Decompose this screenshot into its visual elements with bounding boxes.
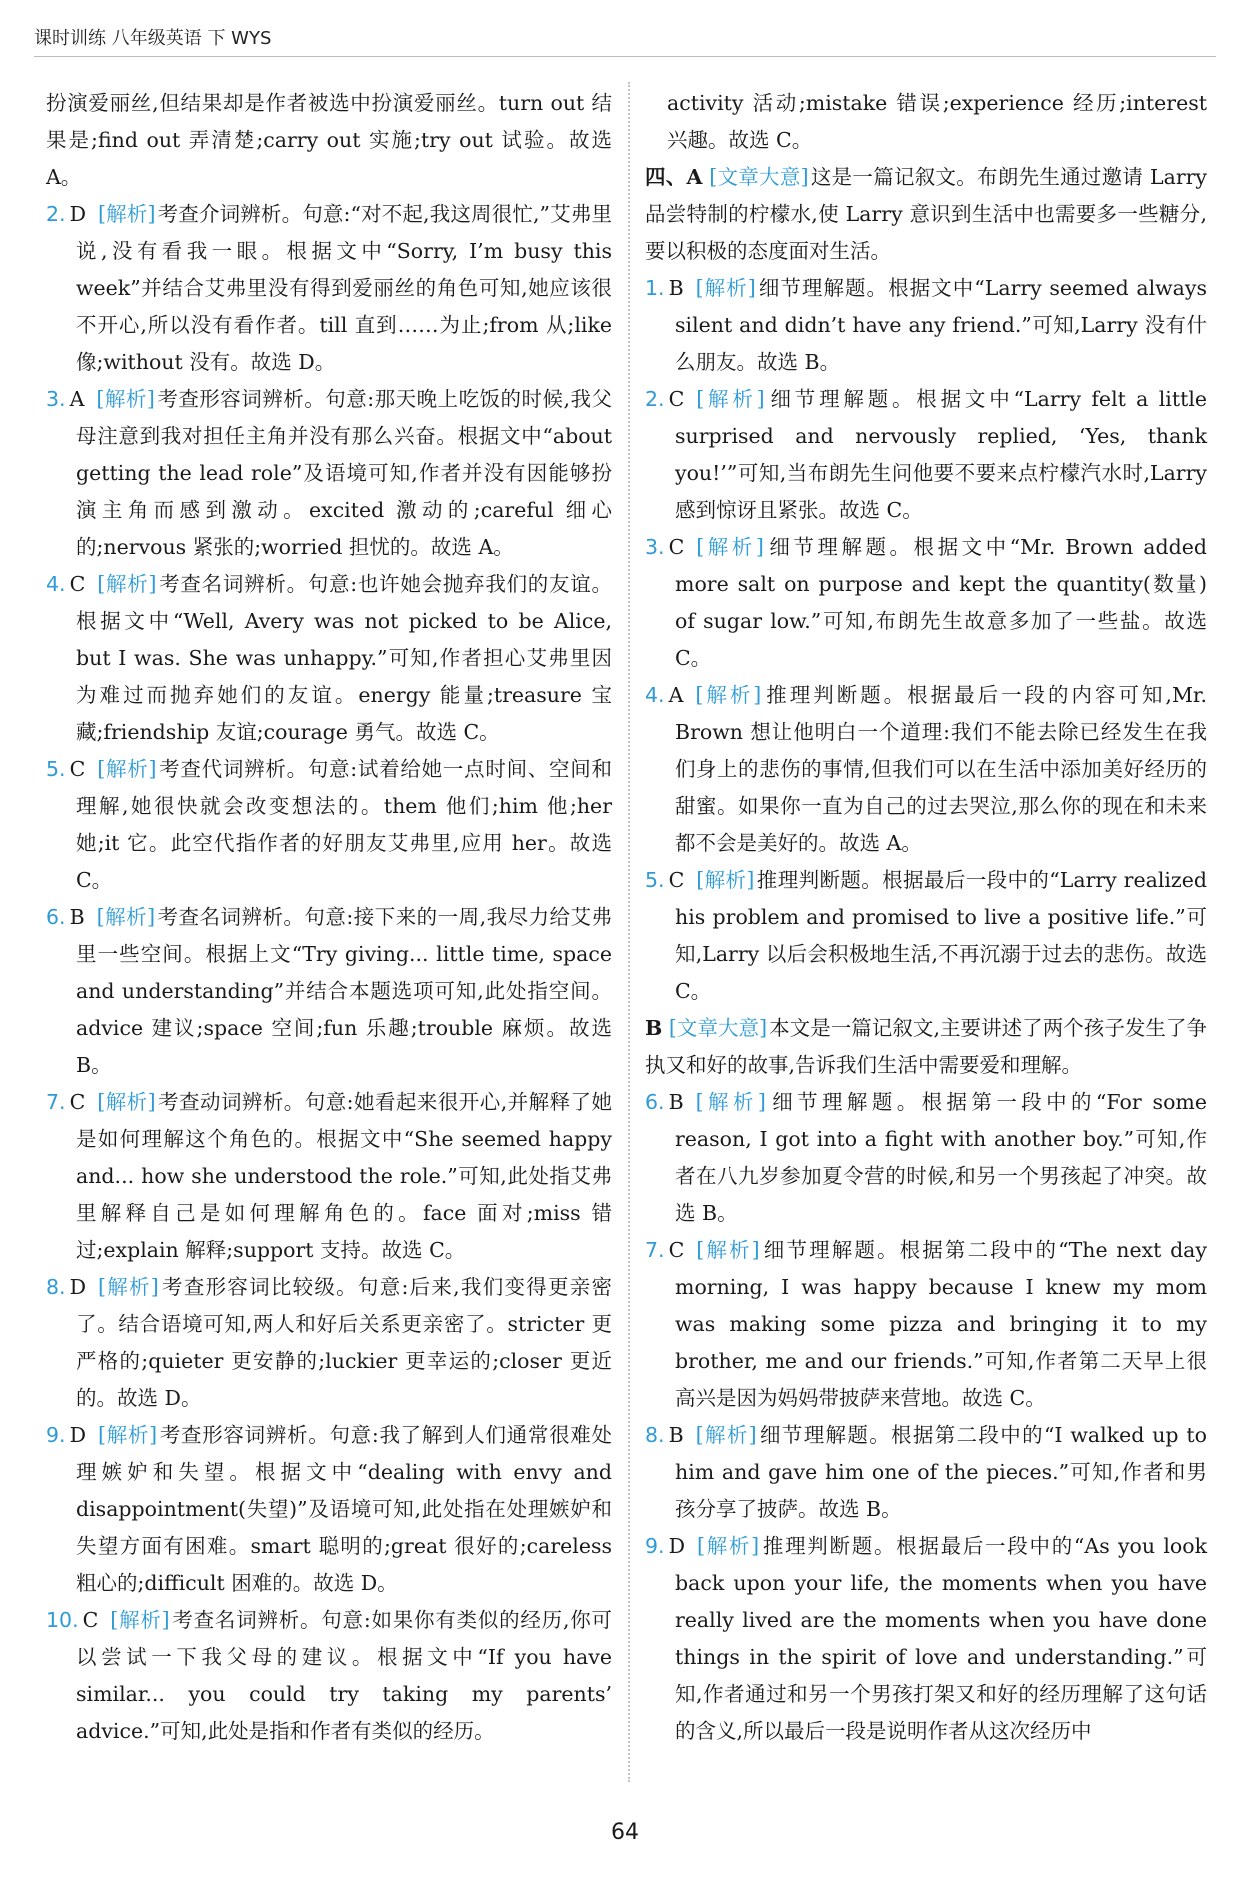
- answer-letter: B: [668, 276, 684, 300]
- analysis-text: 细节理解题。根据文中“Larry felt a little surprised and nervously replied, ‘Yes, thank you!’”可知,当布朗先生问他要不要来点柠檬汽水时,Larry 感到惊讶且紧张。故选 C。: [675, 387, 1208, 522]
- right-continuation: activity 活动;mistake 错误;experience 经历;interest 兴趣。故选 C。: [667, 91, 1207, 152]
- question-number: 10.: [46, 1608, 79, 1632]
- answer-letter: C: [69, 572, 86, 596]
- analysis-text: 细节理解题。根据文中“Mr. Brown added more salt on purpose and kept the quantity(数量) of sugar low.”可知,布朗先生故意多加了一些盐。故选 C。: [675, 535, 1207, 670]
- analysis-text: 考查名词辨析。句意:如果你有类似的经历,你可以尝试一下我父母的建议。根据文中“If you have similar... you could try taking my parents’ advice.”可知,此处是指和作者有类似的经历。: [76, 1608, 612, 1743]
- answer-item: [645, 1528, 1207, 1750]
- question-number: 3.: [645, 535, 665, 559]
- answer-item: [46, 566, 612, 751]
- answer-letter: C: [82, 1608, 99, 1632]
- analysis-tag: [解析]: [98, 202, 156, 226]
- question-number: 8.: [46, 1275, 66, 1299]
- section-b-text: 本文是一篇记叙文,主要讲述了两个孩子发生了争执又和好的故事,告诉我们生活中需要爱和理解。: [645, 1016, 1207, 1077]
- answer-item: [645, 862, 1207, 1010]
- answer-item: [46, 1602, 612, 1750]
- question-number: 1.: [645, 276, 665, 300]
- section-a-summary: [645, 159, 1207, 270]
- question-number: 8.: [645, 1423, 665, 1447]
- answer-item: [46, 381, 612, 566]
- answer-item: [645, 1417, 1207, 1528]
- section-b-answer-list: [645, 1084, 1207, 1750]
- analysis-tag: [解析]: [97, 572, 157, 596]
- left-column: [46, 85, 612, 1750]
- analysis-tag: [解析]: [97, 757, 157, 781]
- section-b-label: B: [645, 1016, 663, 1040]
- analysis-text: 考查介词辨析。句意:“对不起,我这周很忙,”艾弗里说,没有看我一眼。根据文中“Sorry, I’m busy this week”并结合艾弗里没有得到爱丽丝的角色可知,她应该很不开心,所以没有看作者。till 直到……为止;from 从;like 像;without 没有。故选 D。: [76, 202, 612, 374]
- analysis-text: 推理判断题。根据最后一段中的“As you look back upon your life, the moments when you have really lived are the moments when you have done things in the spirit of love and understanding.”可知,作者通过和另一个男孩打架又和好的经历理解了这句话的含义,所以最后一段是说明作者从这次经历中: [675, 1534, 1207, 1743]
- question-number: 4.: [645, 683, 665, 707]
- right-column: [645, 85, 1207, 1750]
- answer-item: [46, 751, 612, 899]
- answer-letter: D: [69, 1423, 86, 1447]
- answer-letter: B: [69, 905, 85, 929]
- analysis-tag: [解析]: [695, 1423, 757, 1447]
- answer-item: [46, 899, 612, 1084]
- analysis-tag: [解析]: [697, 1534, 760, 1558]
- left-answer-list: [46, 196, 612, 1750]
- answer-letter: C: [668, 387, 685, 411]
- answer-item: [46, 1269, 612, 1417]
- answer-item: [645, 529, 1207, 677]
- analysis-text: 推理判断题。根据最后一段的内容可知,Mr. Brown 想让他明白一个道理:我们不能去除已经发生在我们身上的悲伤的事情,但我们可以在生活中添加美好经历的甜蜜。如果你一直为自己的过去哭泣,那么你的现在和未来都不会是美好的。故选 A。: [675, 683, 1207, 855]
- question-number: 5.: [645, 868, 665, 892]
- analysis-text: 考查形容词辨析。句意:我了解到人们通常很难处理嫉妒和失望。根据文中“dealing with envy and disappointment(失望)”及语境可知,此处指在处理嫉妒和失望方面有困难。smart 聪明的;great 很好的;careless 粗心的;difficult 困难的。故选 D。: [76, 1423, 612, 1595]
- analysis-tag: [解析]: [695, 276, 756, 300]
- column-divider: [628, 82, 630, 1782]
- analysis-tag: [解析]: [110, 1608, 170, 1632]
- analysis-text: 推理判断题。根据最后一段中的“Larry realized his problem and promised to live a positive life.”可知,Larry 以后会积极地生活,不再沉溺于过去的悲伤。故选 C。: [675, 868, 1207, 1003]
- analysis-text: 考查动词辨析。句意:她看起来很开心,并解释了她是如何理解这个角色的。根据文中“She seemed happy and... how she understood the role.”可知,此处指艾弗里解释自己是如何理解角色的。face 面对;miss 错过;explain 解释;support 支持。故选 C。: [76, 1090, 613, 1262]
- answer-letter: C: [69, 1090, 86, 1114]
- answer-letter: A: [69, 387, 85, 411]
- header-text: 课时训练 八年级英语 下 WYS: [34, 28, 272, 49]
- question-number: 3.: [46, 387, 66, 411]
- section-a-label: 四、A: [645, 165, 703, 189]
- question-number: 7.: [645, 1238, 665, 1262]
- analysis-tag: [解析]: [695, 1090, 766, 1114]
- question-number: 2.: [645, 387, 665, 411]
- analysis-tag: [解析]: [695, 683, 762, 707]
- answer-item: [645, 1084, 1207, 1232]
- answer-letter: A: [668, 683, 684, 707]
- answer-letter: D: [668, 1534, 685, 1558]
- section-b-tag: [文章大意]: [668, 1016, 768, 1040]
- analysis-text: 细节理解题。根据第二段中的“The next day morning, I was happy because I knew my mom was making some pizza and bringing it to my brother, me and our friends.”可知,作者第二天早上很高兴是因为妈妈带披萨来营地。故选 C。: [675, 1238, 1207, 1410]
- analysis-text: 细节理解题。根据文中“Larry seemed always silent and didn’t have any friend.”可知,Larry 没有什么朋友。故选 B。: [675, 276, 1208, 374]
- analysis-tag: [解析]: [97, 1090, 156, 1114]
- analysis-tag: [解析]: [696, 868, 755, 892]
- answer-letter: C: [69, 757, 86, 781]
- analysis-text: 考查名词辨析。句意:接下来的一周,我尽力给艾弗里一些空间。根据上文“Try giving... little time, space and understanding”并结合本题选项可知,此处指空间。advice 建议;space 空间;fun 乐趣;trouble 麻烦。故选 B。: [76, 905, 613, 1077]
- analysis-text: 考查形容词比较级。句意:后来,我们变得更亲密了。结合语境可知,两人和好后关系更亲密了。stricter 更严格的;quieter 更安静的;luckier 更幸运的;closer 更近的。故选 D。: [76, 1275, 613, 1410]
- answer-letter: C: [668, 868, 685, 892]
- question-number: 2.: [46, 202, 66, 226]
- analysis-text: 细节理解题。根据第一段中的“For some reason, I got into a fight with another boy.”可知,作者在八九岁参加夏令营的时候,和另一个男孩起了冲突。故选 B。: [675, 1090, 1207, 1225]
- section-a-tag: [文章大意]: [709, 165, 809, 189]
- question-number: 9.: [46, 1423, 66, 1447]
- section-b-summary: [645, 1010, 1207, 1084]
- answer-letter: B: [668, 1090, 684, 1114]
- page-header: [34, 22, 1216, 57]
- analysis-tag: [解析]: [98, 1423, 158, 1447]
- answer-letter: D: [69, 202, 86, 226]
- analysis-tag: [解析]: [98, 1275, 159, 1299]
- analysis-text: 考查形容词辨析。句意:那天晚上吃饭的时候,我父母注意到我对担任主角并没有那么兴奋。根据文中“about getting the lead role”及语境可知,作者并没有因能够扮演主角而感到激动。excited 激动的;careful 细心的;nervous 紧张的;worried 担忧的。故选 A。: [76, 387, 613, 559]
- analysis-tag: [解析]: [696, 535, 764, 559]
- section-a-answer-list: [645, 270, 1207, 1010]
- answer-letter: D: [69, 1275, 86, 1299]
- page-number: 64: [611, 1820, 639, 1845]
- answer-item: [645, 381, 1207, 529]
- question-number: 7.: [46, 1090, 66, 1114]
- analysis-tag: [解析]: [696, 387, 765, 411]
- left-continuation: 扮演爱丽丝,但结果却是作者被选中扮演爱丽丝。turn out 结果是;find out 弄清楚;carry out 实施;try out 试验。故选 A。: [46, 91, 612, 189]
- answer-item: [46, 1084, 612, 1269]
- answer-item: [46, 1417, 612, 1602]
- answer-letter: C: [668, 1238, 685, 1262]
- answer-item: [46, 196, 612, 381]
- analysis-text: 考查代词辨析。句意:试着给她一点时间、空间和理解,她很快就会改变想法的。them 他们;him 他;her 她;it 它。此空代指作者的好朋友艾弗里,应用 her。故选 C。: [76, 757, 613, 892]
- analysis-tag: [解析]: [96, 905, 156, 929]
- analysis-text: 考查名词辨析。句意:也许她会抛弃我们的友谊。根据文中“Well, Avery was not picked to be Alice, but I was. She was unhappy.”可知,作者担心艾弗里因为难过而抛弃她们的友谊。energy 能量;treasure 宝藏;friendship 友谊;courage 勇气。故选 C。: [76, 572, 613, 744]
- section-a-text: 这是一篇记叙文。布朗先生通过邀请 Larry 品尝特制的柠檬水,使 Larry 意识到生活中也需要多一些糖分,要以积极的态度面对生活。: [645, 165, 1208, 263]
- question-number: 5.: [46, 757, 66, 781]
- question-number: 6.: [645, 1090, 665, 1114]
- analysis-tag: [解析]: [96, 387, 155, 411]
- question-number: 9.: [645, 1534, 665, 1558]
- question-number: 6.: [46, 905, 66, 929]
- answer-item: [645, 270, 1207, 381]
- answer-item: [645, 1232, 1207, 1417]
- analysis-tag: [解析]: [696, 1238, 760, 1262]
- analysis-text: 细节理解题。根据第二段中的“I walked up to him and gave him one of the pieces.”可知,作者和男孩分享了披萨。故选 B。: [675, 1423, 1207, 1521]
- answer-letter: C: [668, 535, 685, 559]
- answer-letter: B: [668, 1423, 684, 1447]
- answer-item: [645, 677, 1207, 862]
- question-number: 4.: [46, 572, 66, 596]
